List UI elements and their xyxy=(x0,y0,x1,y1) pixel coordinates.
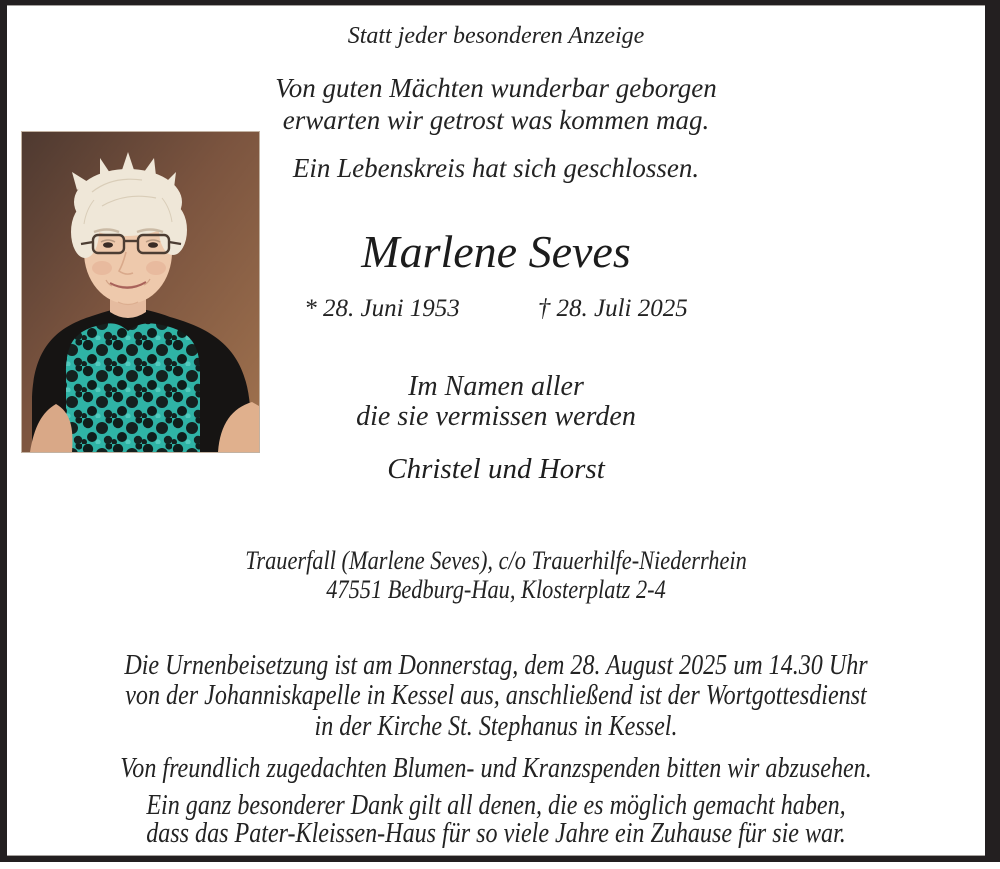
thanks-line-2: dass das Pater-Kleissen-Haus für so viele Jahre ein Zuhause für sie war. xyxy=(146,818,846,849)
deceased-name: Marlene Seves xyxy=(361,226,631,277)
contact-address-line-1: Trauerfall (Marlene Seves), c/o Trauerhilfe-Niederrhein xyxy=(245,546,747,575)
verse-line-1: Von guten Mächten wunderbar geborgen xyxy=(275,73,717,103)
contact-address-line-2: 47551 Bedburg-Hau, Klosterplatz 2-4 xyxy=(326,575,666,604)
mourners-names: Christel und Horst xyxy=(387,453,605,485)
funeral-info-line-2: von der Johanniskapelle in Kessel aus, anschließend ist der Wortgottesdienst xyxy=(125,680,867,711)
birth-date: * 28. Juni 1953 xyxy=(304,295,460,322)
preamble-line: Statt jeder besonderen Anzeige xyxy=(347,23,645,49)
thanks-line-1: Ein ganz besonderer Dank gilt all denen, die es möglich gemacht haben, xyxy=(146,790,846,821)
verse-line-2: erwarten wir getrost was kommen mag. xyxy=(282,105,710,135)
in-name-of-line-1: Im Namen aller xyxy=(408,371,584,402)
funeral-info-line-3: in der Kirche St. Stephanus in Kessel. xyxy=(314,711,678,742)
closing-line: Ein Lebenskreis hat sich geschlossen. xyxy=(292,153,700,183)
death-date: † 28. Juli 2025 xyxy=(537,295,688,322)
in-name-of-line-2: die sie vermissen werden xyxy=(356,401,636,432)
flowers-note-line: Von freundlich zugedachten Blumen- und Kranzspenden bitten wir abzusehen. xyxy=(120,753,872,784)
funeral-info-line-1: Die Urnenbeisetzung ist am Donnerstag, dem 28. August 2025 um 14.30 Uhr xyxy=(124,650,868,681)
life-dates xyxy=(7,295,985,323)
